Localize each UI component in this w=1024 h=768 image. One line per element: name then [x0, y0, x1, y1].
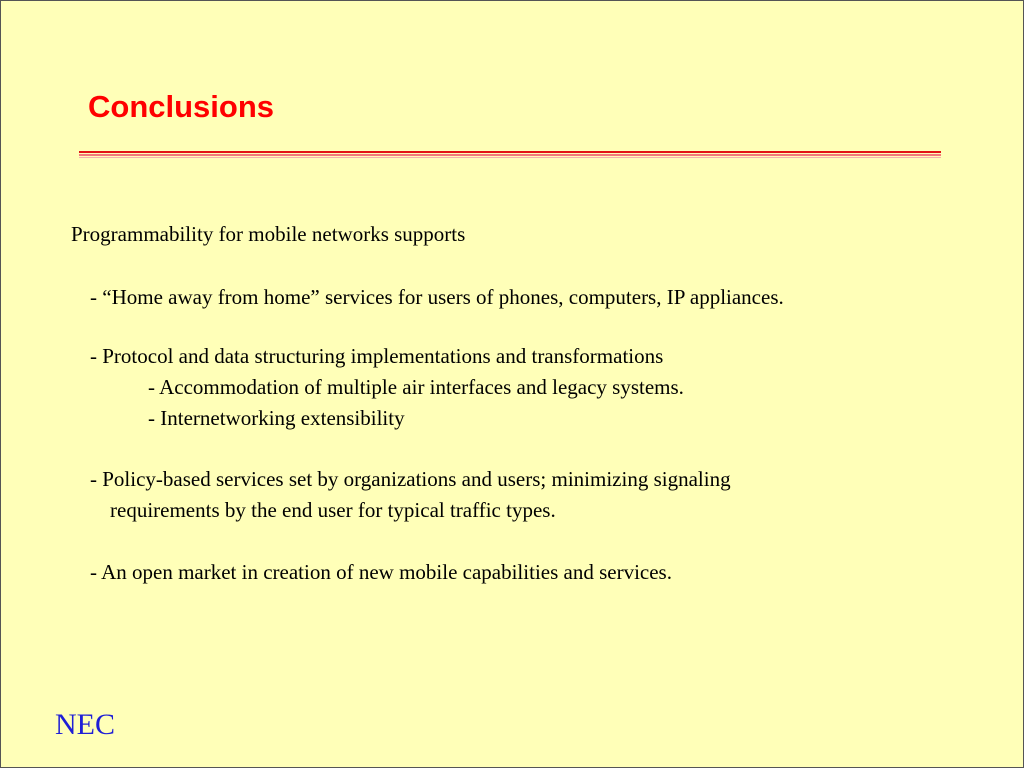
bullet-protocol: - Protocol and data structuring implementations and transformations — [90, 344, 664, 368]
sub-bullet-air-interfaces: - Accommodation of multiple air interfaces and legacy systems. — [148, 375, 684, 399]
intro-text: Programmability for mobile networks supports — [71, 222, 466, 246]
title-underline-shadow-light — [79, 157, 941, 158]
sub-bullet-internetworking: - Internetworking extensibility — [148, 406, 405, 430]
bullet-open-market: - An open market in creation of new mobile capabilities and services. — [90, 560, 672, 584]
bullet-policy-line1: - Policy-based services set by organizations and users; minimizing signaling — [90, 467, 731, 491]
bullet-home-away: - “Home away from home” services for users of phones, computers, IP appliances. — [90, 285, 784, 309]
bullet-policy-line2: requirements by the end user for typical traffic types. — [110, 498, 556, 522]
slide-title: Conclusions — [88, 89, 275, 124]
nec-logo: NEC — [55, 708, 115, 741]
title-underline — [79, 151, 941, 153]
title-underline-shadow — [79, 154, 941, 156]
